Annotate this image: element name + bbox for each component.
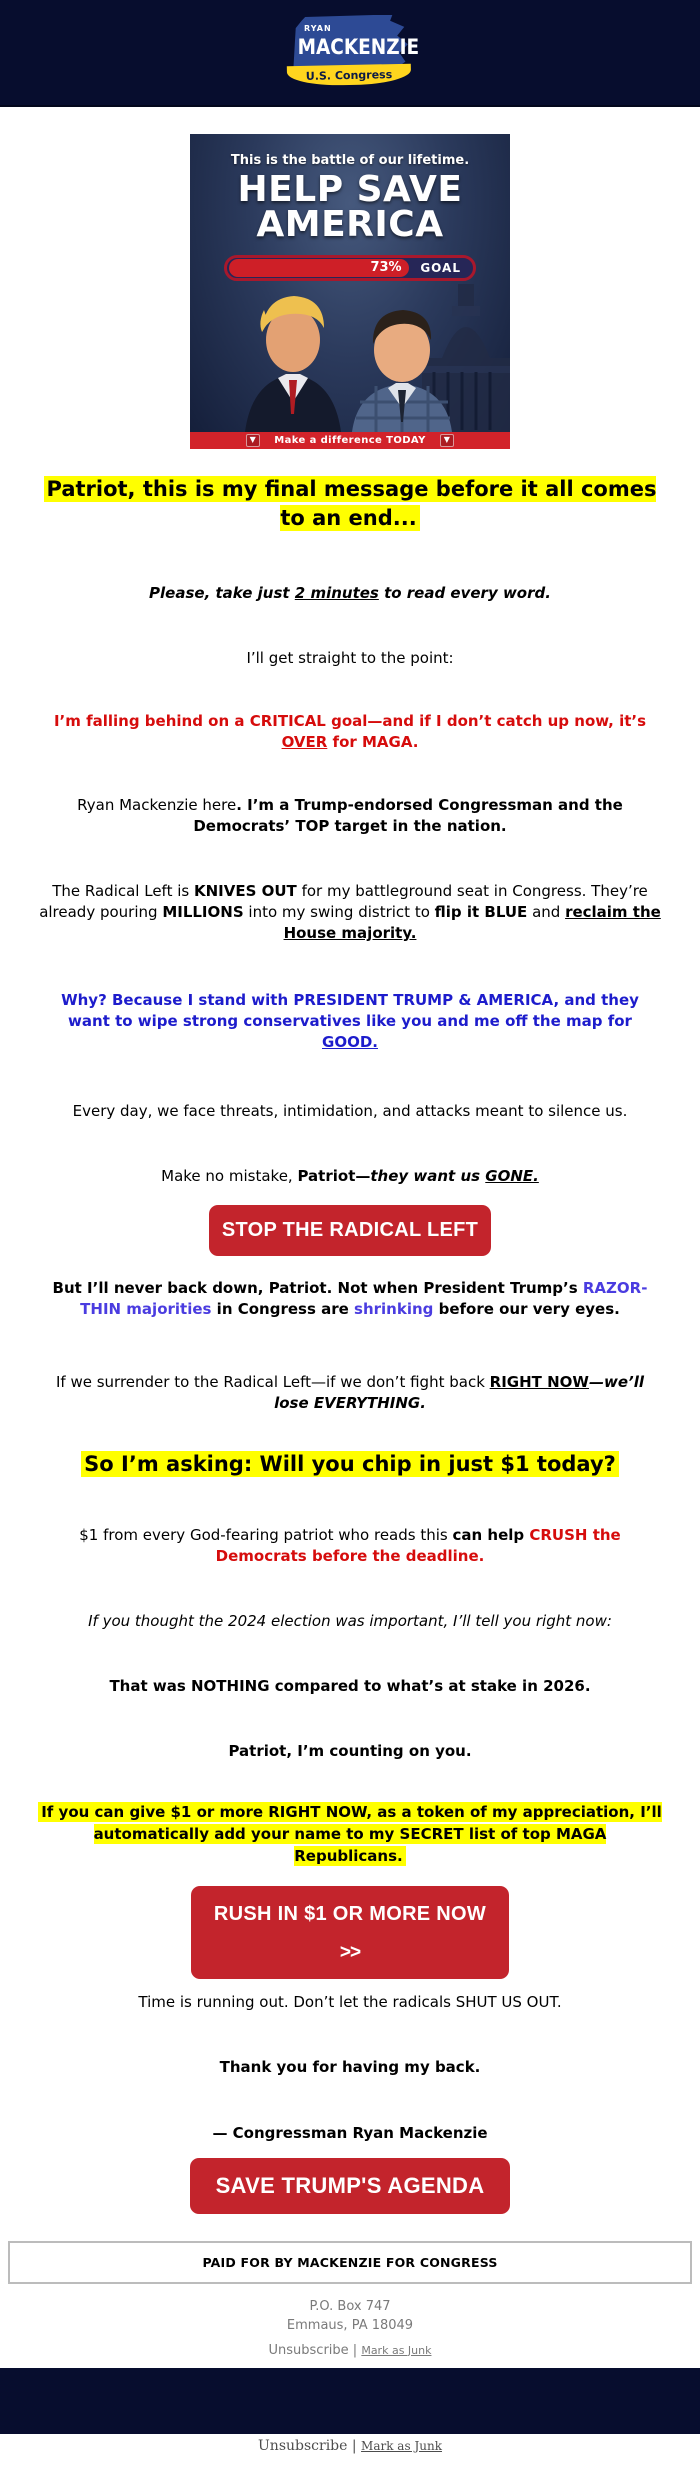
down-arrow-icon: ▼	[440, 434, 455, 447]
footer-navy-bar	[0, 2368, 700, 2434]
stop-radical-left-button[interactable]: STOP THE RADICAL LEFT	[209, 1205, 491, 1256]
unsubscribe-row	[0, 2343, 700, 2358]
hero-title-line1: HELP SAVE	[237, 169, 463, 210]
rush-donation-button[interactable]	[191, 1886, 509, 1979]
headline-final-message: Patriot, this is my final message before it all comes to an end...	[38, 475, 662, 533]
email-body	[38, 475, 662, 2214]
paragraph-2024-election: If you thought the 2024 election was important, I’ll tell you right now:	[88, 1612, 612, 1631]
bottom-mark-as-junk-link[interactable]: Mark as Junk	[361, 2438, 442, 2453]
hero-cta-strip-label: Make a difference TODAY	[274, 435, 426, 446]
signature: — Congressman Ryan Mackenzie	[212, 2123, 488, 2142]
paragraph-read-every-word: Please, take just 2 minutes to read every word.	[149, 583, 551, 602]
campaign-logo	[291, 15, 420, 91]
hero-tagline: This is the battle of our lifetime.	[230, 153, 470, 168]
paragraph-thank-you: Thank you for having my back.	[219, 2057, 481, 2076]
trump-portrait	[245, 296, 341, 432]
bottom-unsubscribe-link[interactable]: Unsubscribe	[258, 2437, 348, 2454]
logo-office-banner: U.S. Congress	[287, 63, 411, 86]
logo-last-name: MACKENZIE	[297, 34, 420, 59]
mark-as-junk-link[interactable]: Mark as Junk	[361, 2343, 432, 2357]
paragraph-lose-everything: If we surrender to the Radical Left—if we don’t fight back RIGHT NOW—we’ll lose EVERYTHING.	[56, 1372, 644, 1412]
headline-chip-in: So I’m asking: Will you chip in just $1 today?	[38, 1450, 662, 1479]
paragraph-knives-out: The Radical Left is KNIVES OUT for my battleground seat in Congress. They’re already pouring MILLIONS into my swing district to flip it BLUE and reclaim the House majority.	[39, 881, 661, 942]
logo-first-name: RYAN	[304, 23, 332, 33]
double-chevron-icon: >>	[339, 1941, 361, 1963]
address-line2: Emmaus, PA 18049	[286, 2318, 414, 2334]
save-trumps-agenda-button[interactable]: SAVE TRUMP'S AGENDA	[190, 2158, 510, 2214]
paragraph-critical-goal: I’m falling behind on a CRITICAL goal—and if I don’t catch up now, it’s OVER for MAGA.	[53, 711, 647, 751]
unsubscribe-link[interactable]: Unsubscribe	[268, 2342, 349, 2358]
progress-fill	[229, 259, 409, 277]
paragraph-they-want-us-gone: Make no mistake, Patriot—they want us GONE.	[161, 1166, 539, 1185]
address-line1: P.O. Box 747	[309, 2298, 391, 2314]
email-header	[0, 0, 700, 107]
rush-button-label: RUSH IN $1 OR MORE NOW	[213, 1902, 487, 1925]
progress-percent-label: 73%	[370, 260, 402, 276]
divider: |	[352, 2342, 358, 2358]
paragraph-time-running-out: Time is running out. Don’t let the radicals SHUT US OUT.	[138, 1992, 562, 2011]
paragraph-never-back-down: But I’ll never back down, Patriot. Not when President Trump’s RAZOR-THIN majorities in Congress are shrinking before our very eyes.	[52, 1278, 648, 1318]
paragraph-threats: Every day, we face threats, intimidation, and attacks meant to silence us.	[72, 1101, 628, 1120]
down-arrow-icon: ▼	[246, 434, 261, 447]
paragraph-crush-democrats: $1 from every God-fearing patriot who reads this can help CRUSH the Democrats before the deadline.	[79, 1526, 621, 1566]
paragraph-stand-with-trump: Why? Because I stand with PRESIDENT TRUMP & AMERICA, and they want to wipe strong conservatives like you and me off the map for GOOD.	[61, 990, 639, 1051]
hero-cta-strip[interactable]	[190, 432, 510, 449]
paragraph-straight-to-point: I’ll get straight to the point:	[246, 648, 454, 667]
fundraising-progress-bar	[224, 255, 476, 281]
paragraph-intro: Ryan Mackenzie here. I’m a Trump-endorsed Congressman and the Democrats’ TOP target in the nation.	[77, 795, 623, 835]
hero-title-line2: AMERICA	[256, 204, 444, 246]
paid-for-disclaimer: PAID FOR BY MACKENZIE FOR CONGRESS	[8, 2241, 692, 2284]
paragraph-counting-on-you: Patriot, I’m counting on you.	[228, 1742, 472, 1761]
progress-goal-label: GOAL	[420, 260, 461, 275]
hero-image[interactable]	[190, 134, 510, 449]
bottom-unsubscribe-row	[0, 2438, 700, 2454]
paragraph-2026-stakes: That was NOTHING compared to what’s at stake in 2026.	[109, 1677, 591, 1696]
bottom-divider: |	[351, 2437, 357, 2454]
hero-title	[190, 169, 510, 246]
hero-artwork	[190, 262, 510, 432]
mailing-address	[0, 2297, 700, 2336]
headline-secret-list: If you can give $1 or more RIGHT NOW, as a token of my appreciation, I’ll automatically add your name to my SECRET list of top MAGA Republicans.	[38, 1802, 662, 1867]
